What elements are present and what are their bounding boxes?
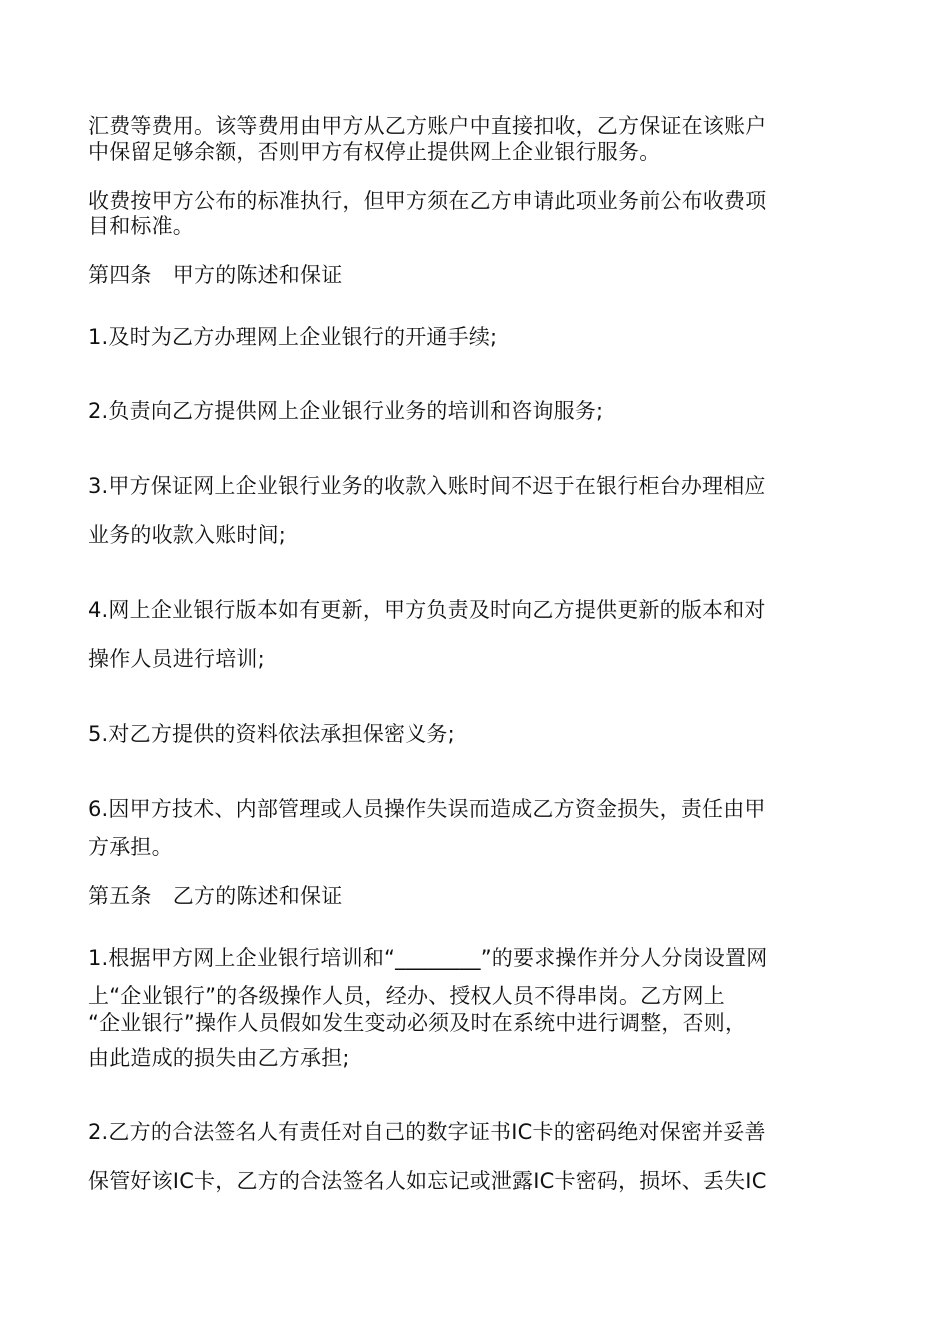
text-line: 收费按甲方公布的标准执行，但甲方须在乙方申请此项业务前公布收费项 xyxy=(88,189,767,213)
list-item-continuation: “企业银行”操作人员假如发生变动必须及时在系统中进行调整，否则， xyxy=(88,1011,747,1035)
list-item-continuation: 由此造成的损失由乙方承担; xyxy=(88,1046,350,1070)
text-line: 目和标准。 xyxy=(88,214,194,238)
list-item-continuation: 方承担。 xyxy=(88,835,173,859)
text-line: 汇费等费用。该等费用由甲方从乙方账户中直接扣收，乙方保证在该账户 xyxy=(88,114,767,138)
list-item: 1.根据甲方网上企业银行培训和“________”的要求操作并分人分岗设置网 xyxy=(88,946,768,970)
section-heading: 第四条 甲方的陈述和保证 xyxy=(88,263,343,287)
list-item-continuation: 保管好该IC卡，乙方的合法签名人如忘记或泄露IC卡密码，损坏、丢失IC xyxy=(88,1169,767,1193)
list-item: 4.网上企业银行版本如有更新，甲方负责及时向乙方提供更新的版本和对 xyxy=(88,598,766,622)
list-item-continuation: 上“企业银行”的各级操作人员，经办、授权人员不得串岗。乙方网上 xyxy=(88,984,725,1008)
list-item-continuation: 业务的收款入账时间; xyxy=(88,523,287,547)
list-item: 5.对乙方提供的资料依法承担保密义务; xyxy=(88,722,455,746)
list-item: 6.因甲方技术、内部管理或人员操作失误而造成乙方资金损失，责任由甲 xyxy=(88,797,766,821)
list-item: 2.负责向乙方提供网上企业银行业务的培训和咨询服务; xyxy=(88,399,604,423)
text-line: 中保留足够余额，否则甲方有权停止提供网上企业银行服务。 xyxy=(88,140,661,164)
list-item: 3.甲方保证网上企业银行业务的收款入账时间不迟于在银行柜台办理相应 xyxy=(88,474,766,498)
list-item: 1.及时为乙方办理网上企业银行的开通手续; xyxy=(88,325,498,349)
section-heading: 第五条 乙方的陈述和保证 xyxy=(88,884,343,908)
list-item-continuation: 操作人员进行培训; xyxy=(88,647,265,671)
list-item: 2.乙方的合法签名人有责任对自己的数字证书IC卡的密码绝对保密并妥善 xyxy=(88,1120,766,1144)
